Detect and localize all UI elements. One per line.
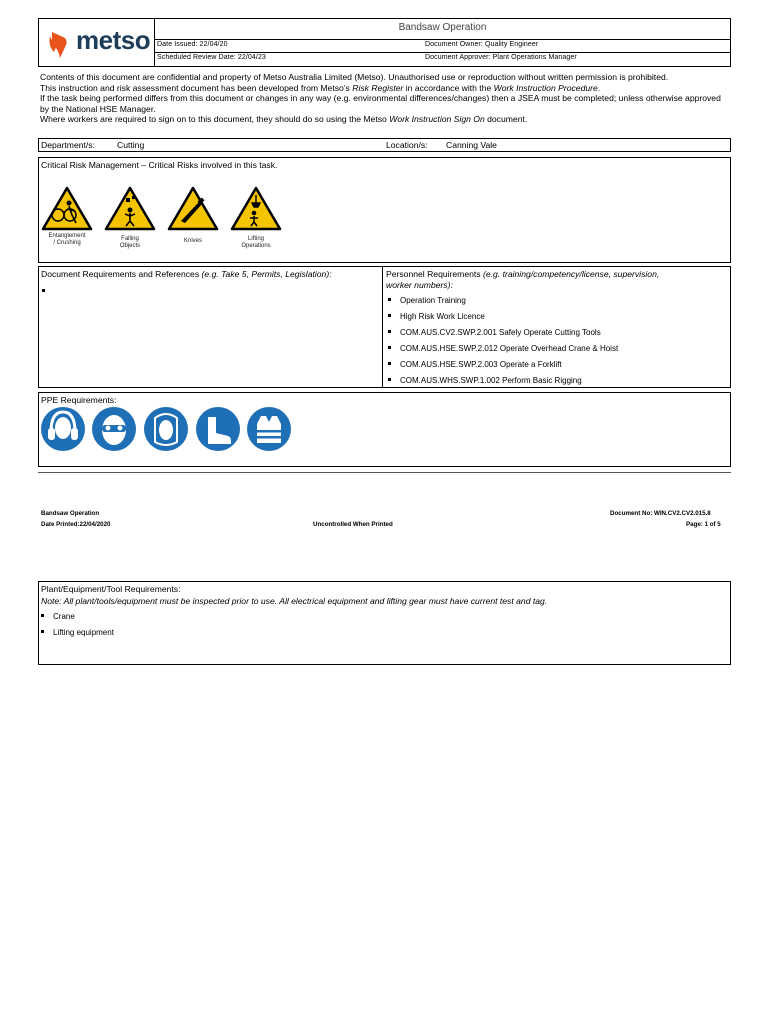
footer-document-number: Document No: WIN.CV2.CV2.015.8: [610, 510, 711, 517]
list-item: Operation Training: [386, 293, 618, 309]
list-item: COM.AUS.WHS.SWP.1.002 Perform Basic Rigging: [386, 373, 618, 389]
lifting-operations-icon: [229, 185, 283, 233]
lifting-operations-caption: Lifting Operations: [241, 236, 271, 249]
intro-line-4: Where workers are required to sign on to this document, they should do so using the Metso Work Instruction Sign On document.: [40, 114, 528, 125]
plant-heading: Plant/Equipment/Tool Requirements:: [41, 584, 181, 594]
face-shield-icon: [143, 406, 189, 452]
page-divider: [38, 472, 731, 473]
intro-line-3: If the task being performed differs from this document or changes in any way (e.g. environmental differences/changes) then a JSEA must be completed; unless otherwise approved by the National HSE Manager.: [40, 93, 721, 114]
personnel-heading: Personnel Requirements (e.g. training/competency/license, supervision, worker numbers):: [386, 269, 660, 290]
department-label: Department/s:: [41, 140, 95, 150]
doc-requirements-heading: Document Requirements and References (e.g. Take 5, Permits, Legislation):: [41, 269, 332, 279]
document-title: Bandsaw Operation: [154, 18, 731, 40]
list-item: High Risk Work Licence: [386, 309, 618, 325]
intro-line-2: This instruction and risk assessment document has been developed from Metso’s Risk Register in accordance with the Work Instruction Procedure.: [40, 82, 601, 93]
intro-line-1: Contents of this document are confidential and property of Metso Australia Limited (Metso). Unauthorised use or reproduction without written permission is prohibited.: [40, 72, 669, 82]
critical-risk-heading: Critical Risk Management – Critical Risks involved in this task.: [41, 160, 278, 170]
list-item: COM.AUS.HSE.SWP.2.003 Operate a Forklift: [386, 357, 618, 373]
department-value: Cutting: [117, 140, 145, 150]
knives-caption: Knives: [183, 238, 202, 244]
intro-text: [40, 72, 730, 125]
doc-requirements-empty-bullet: [42, 289, 45, 292]
knives-icon: [166, 185, 220, 233]
plant-list: [41, 609, 114, 641]
ppe-heading: PPE Requirements:: [41, 395, 117, 405]
location-value: Canning Vale: [446, 140, 497, 150]
document-owner: Document Owner: Quality Engineer: [425, 41, 539, 48]
footer-date-printed: Date Printed:22/04/2020: [41, 521, 111, 528]
list-item: Crane: [41, 609, 114, 625]
footer-doc-title: Bandsaw Operation: [41, 510, 100, 517]
list-item: Lifting equipment: [41, 625, 114, 641]
plant-note: Note: All plant/tools/equipment must be inspected prior to use. All electrical equipment and lifting gear must have current test and tag.: [41, 596, 548, 606]
hi-vis-vest-icon: [246, 406, 292, 452]
ear-protection-icon: [40, 406, 86, 452]
logo-text: metso: [76, 25, 151, 55]
falling-objects-icon: [103, 185, 157, 233]
list-item: COM.AUS.HSE.SWP.2.012 Operate Overhead Crane & Hoist: [386, 341, 618, 357]
metso-logo: [38, 18, 155, 66]
eye-protection-icon: [91, 406, 137, 452]
entanglement-crushing-icon: [40, 185, 94, 233]
falling-objects-caption: Falling Objects: [119, 236, 141, 249]
date-issued: Date Issued: 22/04/20: [157, 41, 228, 48]
personnel-list: [386, 293, 618, 389]
footer-page-number: Page: 1 of 5: [686, 521, 721, 528]
review-date: Scheduled Review Date: 22/04/23: [157, 54, 266, 61]
list-item: COM.AUS.CV2.SWP.2.001 Safely Operate Cutting Tools: [386, 325, 618, 341]
location-label: Location/s:: [386, 140, 428, 150]
entanglement-caption: Entanglement / Crushing: [48, 233, 86, 246]
safety-boots-icon: [195, 406, 241, 452]
ppe-section: [38, 392, 731, 467]
footer-uncontrolled: Uncontrolled When Printed: [313, 521, 393, 528]
document-approver: Document Approver: Plant Operations Manager: [425, 54, 577, 61]
